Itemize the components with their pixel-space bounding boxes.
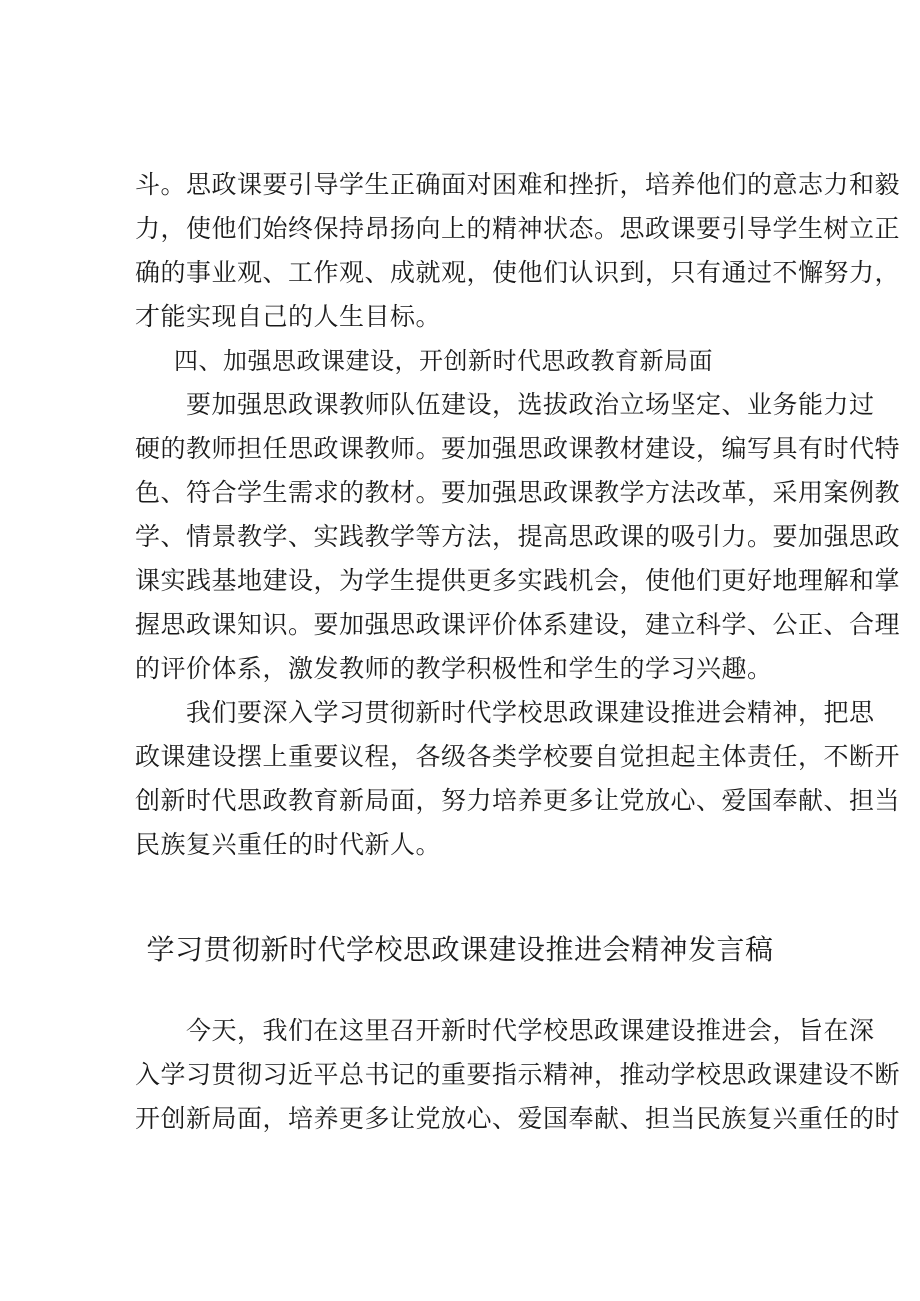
- paragraph-line: 确的事业观、工作观、成就观，使他们认识到，只有通过不懈努力，: [135, 258, 901, 287]
- paragraph-line: 民族复兴重任的时代新人。: [135, 830, 442, 859]
- document-title: 学习贯彻新时代学校思政课建设推进会精神发言稿: [146, 933, 774, 966]
- paragraph-line: 课实践基地建设，为学生提供更多实践机会，使他们更好地理解和掌: [135, 566, 901, 595]
- paragraph-line: 斗。思政课要引导学生正确面对困难和挫折，培养他们的意志力和毅: [135, 170, 901, 199]
- paragraph-line: 握思政课知识。要加强思政课评价体系建设，建立科学、公正、合理: [135, 610, 901, 639]
- paragraph-line: 要加强思政课教师队伍建设，选拔政治立场坚定、业务能力过: [135, 390, 875, 419]
- paragraph-line: 硬的教师担任思政课教师。要加强思政课教材建设，编写具有时代特: [135, 434, 901, 463]
- section-heading: 四、加强思政课建设，开创新时代思政教育新局面: [174, 347, 713, 375]
- paragraph-line: 入学习贯彻习近平总书记的重要指示精神，推动学校思政课建设不断: [135, 1060, 901, 1089]
- paragraph-line: 的评价体系，激发教师的教学积极性和学生的学习兴趣。: [135, 654, 773, 683]
- paragraph-line: 开创新局面，培养更多让党放心、爱国奉献、担当民族复兴重任的时: [135, 1104, 901, 1133]
- paragraph-line: 色、符合学生需求的教材。要加强思政课教学方法改革，采用案例教: [135, 478, 901, 507]
- paragraph-line: 才能实现自己的人生目标。: [135, 302, 442, 331]
- paragraph-line: 政课建设摆上重要议程，各级各类学校要自觉担起主体责任，不断开: [135, 742, 901, 771]
- paragraph-line: 力，使他们始终保持昂扬向上的精神状态。思政课要引导学生树立正: [135, 214, 901, 243]
- paragraph-line: 今天，我们在这里召开新时代学校思政课建设推进会，旨在深: [135, 1016, 875, 1045]
- paragraph-line: 创新时代思政教育新局面，努力培养更多让党放心、爱国奉献、担当: [135, 786, 901, 815]
- paragraph-line: 学、情景教学、实践教学等方法，提高思政课的吸引力。要加强思政: [135, 522, 901, 551]
- paragraph-line: 我们要深入学习贯彻新时代学校思政课建设推进会精神，把思: [135, 698, 875, 727]
